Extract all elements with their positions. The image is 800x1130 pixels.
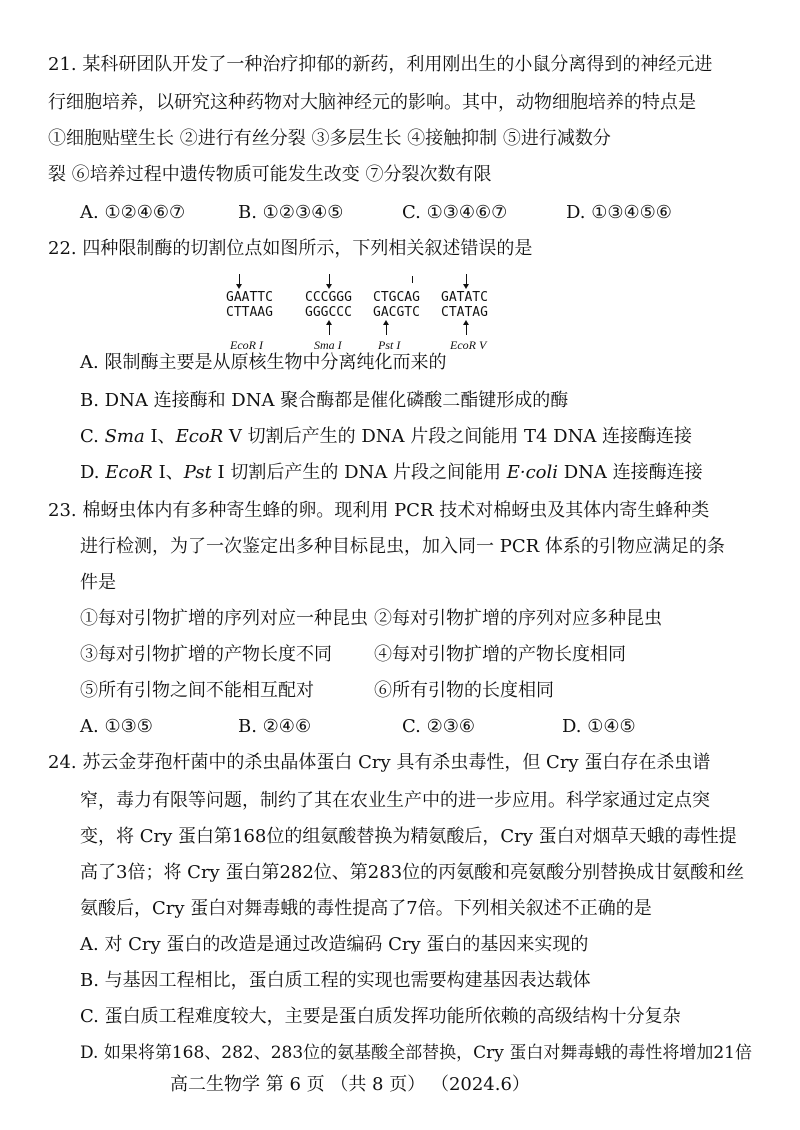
q22-option-d-enzyme1: EcoR — [105, 462, 153, 483]
q21-option-c: C. ①③④⑥⑦ — [402, 202, 508, 223]
q22-option-b: B. DNA 连接酶和 DNA 聚合酶都是催化磷酸二酯键形成的酶 — [80, 390, 569, 411]
q24-option-a: A. 对 Cry 蛋白的改造是通过改造编码 Cry 蛋白的基因来实现的 — [80, 934, 589, 955]
smai-top-strand: CCCGGG — [305, 290, 352, 305]
ecorv-label: EcoR V — [450, 338, 487, 352]
psti-bottom-cut-arrow-icon — [386, 324, 387, 335]
q22-option-d-organism: E·coli — [506, 462, 559, 483]
q22-option-c-sep: I、 — [144, 426, 176, 447]
q22-option-c-prefix: C. — [80, 426, 105, 447]
psti-top-strand: CTGCAG — [373, 290, 420, 305]
psti-top-cut-mark-icon — [412, 276, 413, 283]
q23-statement-4: ④每对引物扩增的产物长度相同 — [374, 644, 626, 665]
q23-statement-6: ⑥所有引物的长度相同 — [374, 680, 554, 701]
q22-option-d-mid: I 切割后产生的 DNA 片段之间能用 — [211, 462, 507, 483]
q24-stem-line1: 24. 苏云金芽孢杆菌中的杀虫晶体蛋白 Cry 具有杀虫毒性，但 Cry 蛋白存在杀虫谱 — [48, 752, 711, 773]
q22-stem: 22. 四种限制酶的切割位点如图所示，下列相关叙述错误的是 — [48, 238, 533, 259]
q24-stem-line2: 窄，毒力有限等问题，制约了其在农业生产中的进一步应用。科学家通过定点突 — [80, 790, 710, 811]
q21-statements-line1: ①细胞贴壁生长 ②进行有丝分裂 ③多层生长 ④接触抑制 ⑤进行减数分 — [48, 128, 611, 149]
q24-option-d: D. 如果将第168、282、283位的氨基酸全部替换，Cry 蛋白对舞毒蛾的毒性将增加21倍 — [80, 1043, 752, 1063]
ecori-label: EcoR I — [230, 338, 263, 352]
psti-bottom-strand: GACGTC — [373, 305, 420, 320]
q23-statement-3: ③每对引物扩增的产物长度不同 — [80, 644, 332, 665]
q23-option-c: C. ②③⑥ — [402, 716, 475, 737]
q22-option-c-rest: V 切割后产生的 DNA 片段之间能用 T4 DNA 连接酶连接 — [223, 426, 693, 447]
q24-stem-line3: 变，将 Cry 蛋白第168位的组氨酸替换为精氨酸后，Cry 蛋白对烟草天蛾的毒性提 — [80, 826, 737, 847]
q24-stem-line4: 高了3倍；将 Cry 蛋白第282位、第283位的丙氨酸和亮氨酸分别替换成甘氨酸和丝 — [80, 862, 745, 883]
smai-bottom-cut-arrow-icon — [329, 324, 330, 335]
ecorv-top-strand: GATATC — [441, 290, 488, 305]
q23-stem-line3: 件是 — [80, 572, 116, 593]
q23-option-a: A. ①③⑤ — [80, 716, 153, 737]
q22-option-c — [80, 424, 692, 450]
q21-statements-line2: 裂 ⑥培养过程中遗传物质可能发生改变 ⑦分裂次数有限 — [48, 164, 492, 185]
q21-stem-line1: 21. 某科研团队开发了一种治疗抑郁的新药，利用刚出生的小鼠分离得到的神经元进 — [48, 54, 713, 75]
smai-top-cut-arrow-icon — [329, 274, 330, 285]
q23-stem-line1: 23. 棉蚜虫体内有多种寄生蜂的卵。现利用 PCR 技术对棉蚜虫及其体内寄生蜂种类 — [48, 500, 710, 521]
q23-statement-2: ②每对引物扩增的序列对应多种昆虫 — [374, 608, 662, 629]
restriction-enzyme-diagram — [218, 270, 508, 360]
q24-option-b: B. 与基因工程相比，蛋白质工程的实现也需要构建基因表达载体 — [80, 970, 591, 991]
q21-option-d: D. ①③④⑤⑥ — [566, 202, 672, 223]
q21-option-b: B. ①②③④⑤ — [238, 202, 344, 223]
psti-label: Pst I — [378, 338, 401, 352]
q23-stem-line2: 进行检测，为了一次鉴定出多种目标昆虫，加入同一 PCR 体系的引物应满足的条 — [80, 536, 725, 557]
ecori-top-strand: GAATTC — [226, 290, 273, 305]
q24-option-c: C. 蛋白质工程难度较大，主要是蛋白质发挥功能所依赖的高级结构十分复杂 — [80, 1006, 681, 1027]
q21-stem-line2: 行细胞培养，以研究这种药物对大脑神经元的影响。其中，动物细胞培养的特点是 — [48, 92, 696, 113]
q23-statement-1: ①每对引物扩增的序列对应一种昆虫 — [80, 608, 368, 629]
ecorv-bottom-cut-arrow-icon — [466, 324, 467, 335]
q24-stem-line5: 氨酸后，Cry 蛋白对舞毒蛾的毒性提高了7倍。下列相关叙述不正确的是 — [80, 898, 652, 919]
ecori-bottom-strand: CTTAAG — [226, 305, 273, 320]
q21-option-a: A. ①②④⑥⑦ — [80, 202, 186, 223]
q22-option-d-sep: I、 — [152, 462, 184, 483]
q22-option-d-rest: DNA 连接酶连接 — [558, 462, 703, 483]
q22-option-a: A. 限制酶主要是从原核生物中分离纯化而来的 — [80, 352, 447, 373]
q23-statement-5: ⑤所有引物之间不能相互配对 — [80, 680, 314, 701]
q23-option-d: D. ①④⑤ — [562, 716, 636, 737]
smai-label: Sma I — [314, 338, 342, 352]
smai-bottom-strand: GGGCCC — [305, 305, 352, 320]
ecori-top-cut-arrow-icon — [239, 274, 240, 285]
q22-option-c-enzyme2: EcoR — [175, 426, 224, 447]
q22-option-d-prefix: D. — [80, 462, 106, 483]
q22-option-c-enzyme1: Sma — [104, 426, 145, 447]
page-footer: 高二生物学 第 6 页 （共 8 页） （2024.6） — [170, 1074, 530, 1095]
ecorv-bottom-strand: CTATAG — [441, 305, 488, 320]
q23-option-b: B. ②④⑥ — [238, 716, 312, 737]
ecorv-top-cut-arrow-icon — [466, 274, 467, 285]
q22-option-d-enzyme2: Pst — [183, 462, 212, 483]
q22-option-d — [80, 460, 703, 486]
